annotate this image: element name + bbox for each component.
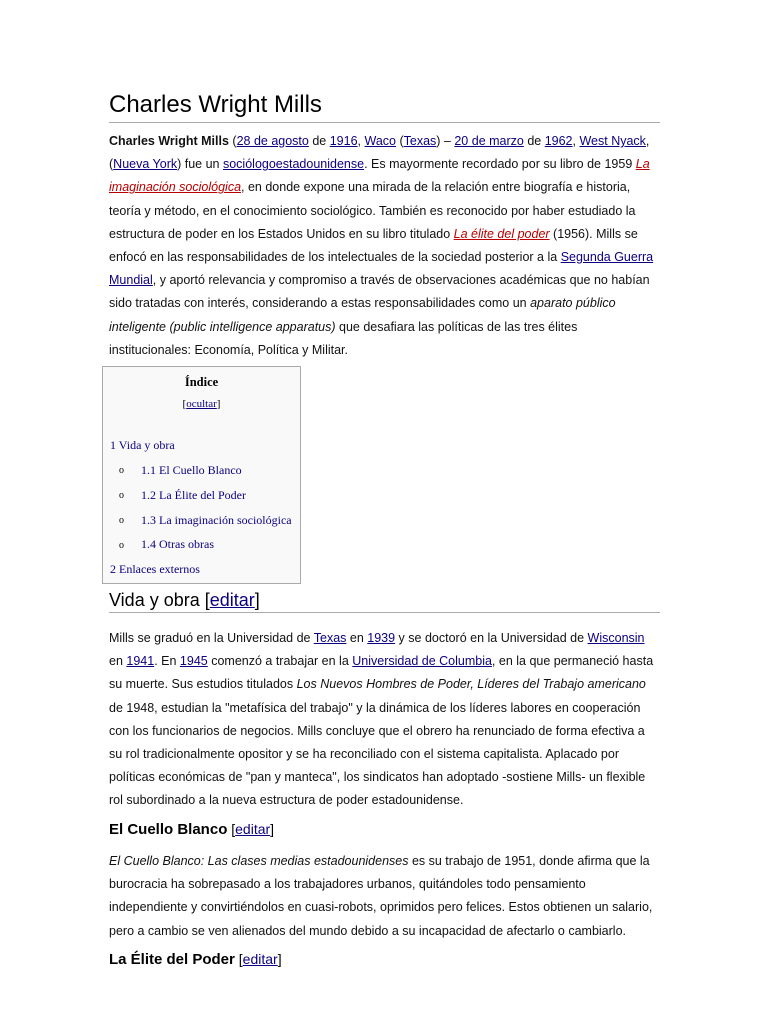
- toc-link-imaginacion[interactable]: 1.3 La imaginación sociológica: [141, 513, 292, 527]
- edit-section: [235, 951, 282, 967]
- bullet-icon: o: [119, 490, 124, 501]
- text: ,: [357, 134, 365, 148]
- text: ) fue un: [177, 157, 223, 172]
- bullet-icon: o: [119, 465, 124, 476]
- heading-text: El Cuello Blanco: [109, 821, 228, 838]
- link-waco[interactable]: Waco: [364, 134, 396, 148]
- subsection-heading-cuello-blanco: [109, 819, 660, 840]
- heading-text: Vida y obra: [109, 590, 200, 610]
- edit-link[interactable]: editar: [242, 951, 278, 967]
- bracket: [: [199, 590, 210, 610]
- text: . Es mayormente recordado por su libro de 1959: [364, 157, 636, 172]
- intro-paragraph: [109, 130, 660, 362]
- bracket: ]: [216, 398, 221, 410]
- toc-item[interactable]: [141, 537, 214, 552]
- toc-title: Índice: [184, 375, 219, 389]
- toc-item[interactable]: [110, 438, 175, 453]
- italic-title: El Cuello Blanco: Las clases medias estadounidenses: [109, 854, 409, 868]
- section-paragraph: [109, 850, 660, 943]
- link-imaginacion[interactable]: La imaginación sociológica: [109, 157, 650, 195]
- toc-toggle: [103, 398, 300, 410]
- page-title: Charles Wright Mills: [109, 88, 660, 123]
- toc-item[interactable]: [141, 463, 242, 478]
- section-paragraph: [109, 627, 660, 813]
- text: comenzó a trabajar en la: [207, 654, 353, 669]
- text: (: [228, 134, 237, 148]
- link-1941[interactable]: 1941: [126, 654, 155, 669]
- toc-link-elite-poder[interactable]: 1.2 La Élite del Poder: [141, 488, 246, 502]
- edit-section: [200, 590, 260, 610]
- subject-name: Charles Wright Mills: [109, 134, 229, 148]
- toc-item[interactable]: [141, 488, 246, 503]
- bracket: [: [234, 951, 243, 967]
- text: (1956). Mills se enfocó en las responsabilidades de los intelectuales de la sociedad posterior a la: [109, 226, 638, 265]
- text: ,: [572, 134, 580, 148]
- italic-term: aparato público inteligente (public intelligence apparatus): [109, 296, 616, 334]
- text: , (: [109, 134, 650, 172]
- link-texas-uni[interactable]: Texas: [313, 631, 347, 645]
- text: (: [396, 134, 404, 148]
- text: , en donde expone una mirada de la relación entre biografía e historia, teoría y método, en el conocimiento sociológico. También es reconocido por haber estudiado la estructura de poder en los Estados Unidos en su libro titulado: [109, 180, 636, 241]
- link-texas[interactable]: Texas: [403, 134, 437, 148]
- link-birth-day[interactable]: 28 de agosto: [236, 134, 309, 148]
- link-west-nyack[interactable]: West Nyack: [579, 134, 646, 148]
- toc-link-otras-obras[interactable]: 1.4 Otras obras: [141, 537, 214, 551]
- link-death-day[interactable]: 20 de marzo: [454, 134, 524, 148]
- text: en: [109, 654, 127, 669]
- text: en: [346, 631, 368, 645]
- text: ) –: [436, 134, 455, 148]
- link-elite[interactable]: La élite del poder: [453, 226, 550, 241]
- link-birth-year[interactable]: 1916: [329, 134, 358, 148]
- toc-item[interactable]: [141, 513, 292, 528]
- text: que desafiara las políticas de las tres élites institucionales: Economía, Política y Militar.: [109, 319, 578, 357]
- bracket: [: [227, 821, 236, 837]
- heading-text: La Élite del Poder: [109, 951, 235, 968]
- edit-link[interactable]: editar: [209, 590, 255, 610]
- text: de 1948, estudian la "metafísica del trabajo" y la dinámica de los líderes labores en cooperación con los funcionarios de negocios. Mills concluye que el obrero ha renunciado de forma efectiva a su rol tradicionalmente opositor y se ha reconciliado con el sistema capitalista. Aplacado por políticas económicas de "pan y manteca", los sindicatos han adoptado -sostiene Mills- un flexible rol subordinado a la nueva estructura de poder estadounidense.: [109, 700, 646, 808]
- table-of-contents: [102, 366, 301, 584]
- link-1939[interactable]: 1939: [367, 631, 396, 645]
- toc-link-enlaces[interactable]: 2 Enlaces externos: [110, 562, 200, 576]
- bullet-icon: o: [119, 515, 124, 526]
- bracket: ]: [277, 951, 282, 967]
- section-heading-vida-y-obra: [109, 588, 660, 613]
- link-columbia[interactable]: Universidad de Columbia: [352, 654, 492, 669]
- text: es su trabajo de 1951, donde afirma que la burocracia ha sobrepasado a los trabajadores urbanos, quitándoles todo pensamiento independiente y convirtiéndolos en cuasi-robots, oprimidos pero felices. Estos obtienen un salario, pero a cambio se ven alienados del mundo debido a su incapacidad de afectarlo o cambiarlo.: [109, 854, 653, 938]
- bracket: [: [182, 398, 187, 410]
- link-death-year[interactable]: 1962: [544, 134, 573, 148]
- bracket: ]: [270, 821, 275, 837]
- link-1945[interactable]: 1945: [179, 654, 208, 669]
- text: Mills se graduó en la Universidad de: [109, 631, 314, 645]
- bullet-icon: o: [119, 540, 124, 551]
- link-sociologo[interactable]: sociólogoestadounidense: [222, 157, 365, 172]
- edit-section: [227, 821, 274, 837]
- subsection-heading-elite-poder: [109, 949, 660, 970]
- text: y se doctoró en la Universidad de: [395, 631, 588, 645]
- text: , y aportó relevancia y compromiso a través de observaciones académicas que no habían sido tratadas con interés, considerando a estas responsabilidades como un: [109, 273, 650, 311]
- text: . En: [154, 654, 180, 669]
- edit-link[interactable]: editar: [235, 821, 271, 837]
- toc-hide-link[interactable]: ocultar: [186, 398, 217, 410]
- italic-title: Los Nuevos Hombres de Poder, Líderes del Trabajo americano: [296, 677, 646, 692]
- text: de: [523, 134, 545, 148]
- link-wisconsin[interactable]: Wisconsin: [587, 631, 645, 645]
- toc-link-cuello-blanco[interactable]: 1.1 El Cuello Blanco: [141, 463, 242, 477]
- toc-link-vida-y-obra[interactable]: 1 Vida y obra: [110, 438, 175, 452]
- link-new-york[interactable]: Nueva York: [113, 157, 178, 172]
- bracket: ]: [254, 590, 260, 610]
- link-ww2[interactable]: Segunda Guerra Mundial: [109, 250, 654, 288]
- toc-item[interactable]: [110, 562, 200, 577]
- text: , en la que permaneció hasta su muerte. Sus estudios titulados: [109, 654, 654, 692]
- text: de: [308, 134, 330, 148]
